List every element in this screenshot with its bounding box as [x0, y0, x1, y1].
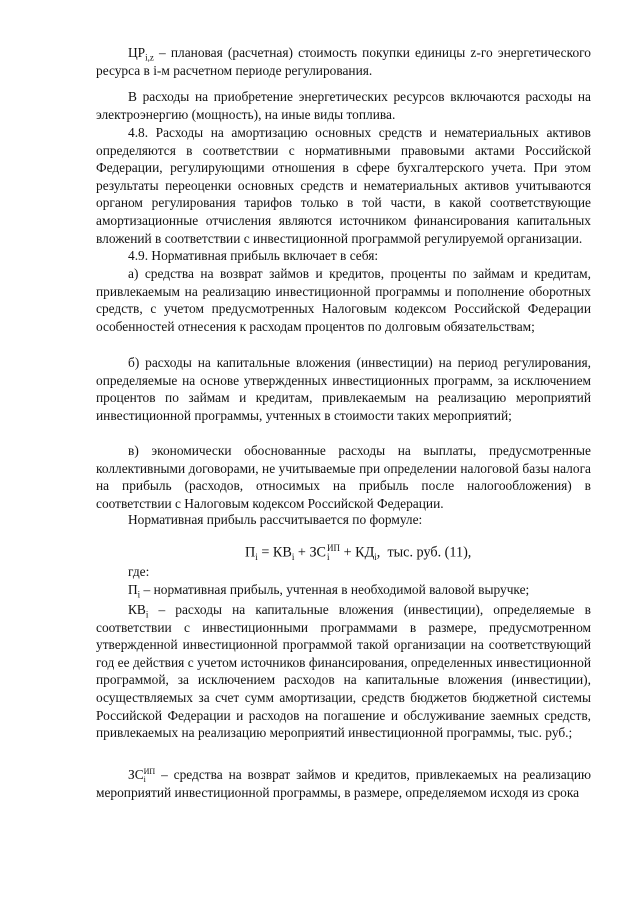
- formula-tail: , тыс. руб. (11),: [376, 544, 472, 561]
- symbol-indices: [144, 768, 156, 784]
- list-item-b: б) расходы на капитальные вложения (инвестиции) на период регулирования, определяемые на основе утвержденных инвестиционных программ, за исключением процентов по займам и кредитам, привлекаемым на реализацию мероприятий инвестиционной программы, учтенных в стоимости таких мероприятий;: [96, 355, 591, 423]
- definition-zs: [96, 766, 591, 802]
- symbol-subscript: i,z: [145, 52, 154, 63]
- paragraph-formula-intro: Нормативная прибыль рассчитывается по формуле:: [128, 512, 423, 527]
- symbol-superscript: ИП: [143, 766, 156, 776]
- symbol: ЦР: [128, 45, 146, 60]
- paragraph-energy-expenses: В расходы на приобретение энергетических ресурсов включаются расходы на электроэнергию (мощность), на иные виды топлива.: [96, 89, 591, 122]
- formula-term-zs-sub: i: [327, 552, 330, 562]
- formula-11: [245, 544, 471, 562]
- formula-term-kd-sub: i: [374, 552, 377, 563]
- formula-term-kv: КВ: [272, 544, 292, 561]
- formula-term-zs-sup: ИП: [327, 543, 341, 553]
- formula-plus: +: [294, 544, 310, 561]
- definition-text: – средства на возврат займов и кредитов, привлекаемых на реализацию мероприятий инвестиционной программы, в размере, определяемом исходя из срока: [96, 767, 591, 800]
- paragraph-energy-price-definition: [96, 44, 591, 79]
- symbol: П: [128, 582, 138, 597]
- symbol-subscript: i: [143, 774, 146, 784]
- symbol: ЗС: [128, 767, 144, 782]
- formula-term-zs: ЗС: [309, 544, 327, 561]
- list-item-a: а) средства на возврат займов и кредитов, проценты по займам и кредитам, привлекаемым на реализацию инвестиционной программы и пополнение оборотных средств, с учетом предусмотренных Налоговым кодексом Российской Федерации особенностей отнесения к расходам процентов по долговым обязательствам;: [96, 266, 591, 334]
- definition-kv: [96, 601, 591, 742]
- definition-text: – нормативная прибыль, учтенная в необходимой валовой выручке;: [140, 582, 530, 597]
- formula-term-zs-indices: [327, 544, 340, 562]
- definition-p: [96, 581, 591, 599]
- formula-plus: +: [340, 544, 356, 561]
- formula-lhs-sub: i: [255, 552, 258, 563]
- formula-term-kv-sub: i: [291, 552, 295, 563]
- paragraph-4-9-heading: 4.9. Нормативная прибыль включает в себя:: [128, 248, 379, 263]
- symbol-subscript: i: [145, 609, 149, 620]
- paragraph-where: где:: [128, 564, 150, 579]
- formula-lhs: П: [245, 544, 256, 561]
- list-item-v: в) экономически обоснованные расходы на выплаты, предусмотренные коллективными договорами, не учитываемые при определении налоговой базы налога на прибыль (расходов, относимых на прибыль после налогообложения) в соответствии с Налоговым кодексом Российской Федерации.: [96, 443, 591, 511]
- symbol: КВ: [128, 602, 146, 617]
- symbol-subscript: i: [137, 589, 141, 600]
- formula-equals: =: [257, 544, 273, 561]
- paragraph-4-8-amortization: 4.8. Расходы на амортизацию основных средств и нематериальных активов определяются в соответствии с нормативными правовыми актами Российской Федерации, регулирующими отношения в сфере бухгалтерского учета. При этом результаты переоценки основных средств и нематериальных активов учитываются органом регулирования тарифов только в той части, в какой соответствующие амортизационные отчисления являются источником финансирования капитальных вложений в соответствии с инвестиционной программой регулируемой организации.: [96, 125, 591, 246]
- formula-term-kd: КД: [355, 544, 375, 561]
- definition-text: – расходы на капитальные вложения (инвестиции), определяемые в соответствии с инвестиционными программами в размере, предусмотренном утвержденной инвестиционной программой такой организации на соответствующий год ее действия с учетом источников финансирования, определенных инвестиционной программой, за исключением расходов на капитальные вложения (инвестиции), осуществляемых за счет сумм амортизации, средств бюджетов бюджетной системы Российской Федерации и расходов на погашение и обслуживание заемных средств, привлекаемых на реализацию мероприятий инвестиционной программы, тыс. руб.;: [96, 602, 591, 741]
- definition-text: – плановая (расчетная) стоимость покупки единицы z-го энергетического ресурса в i-м расчетном периоде регулирования.: [96, 45, 591, 78]
